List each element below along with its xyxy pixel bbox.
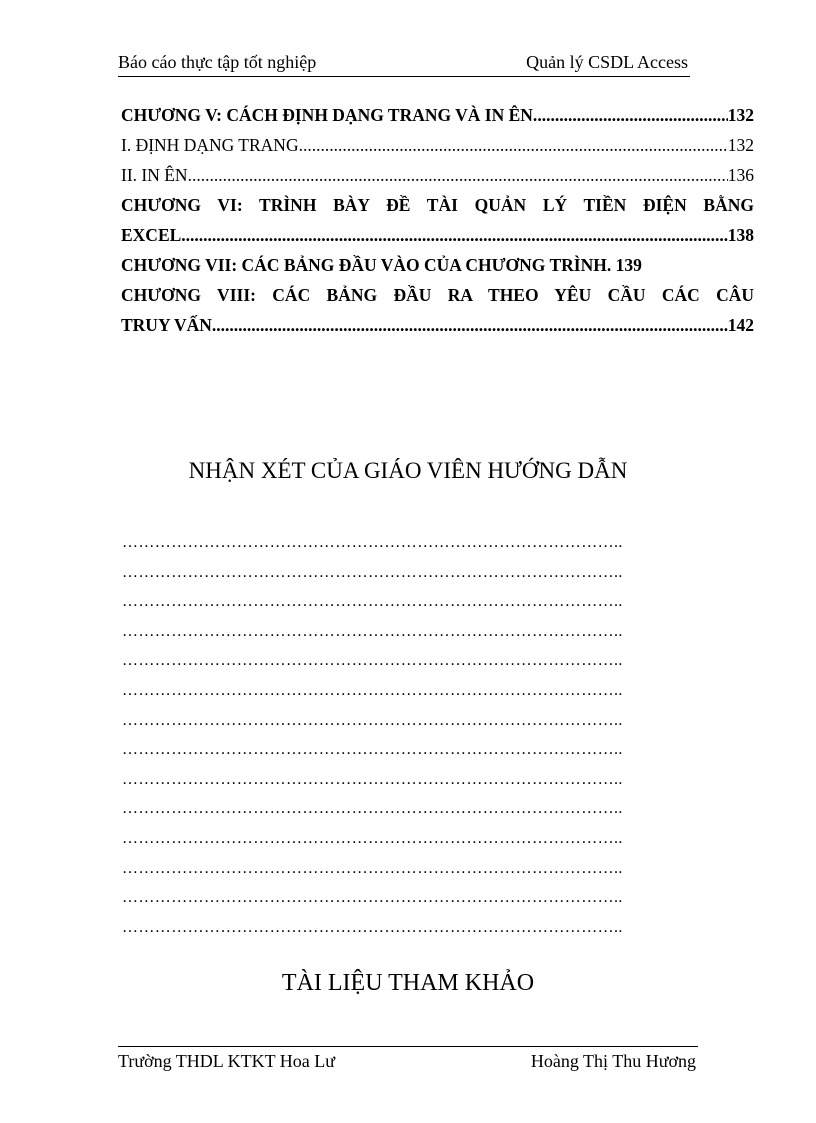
page-header xyxy=(118,52,690,77)
toc-entry-text: CHƯƠNG VI: TRÌNH BÀY ĐỀ TÀI QUẢN LÝ TIỀN ĐIỆN BẰNG xyxy=(121,195,754,215)
toc-entry-text: TRUY VẤN. xyxy=(121,315,217,335)
toc-entry[interactable] xyxy=(121,190,754,220)
toc-entry-text: I. ĐỊNH DẠNG TRANG xyxy=(121,135,299,155)
toc-entry-page: 136 xyxy=(727,165,754,185)
references-title: TÀI LIỆU THAM KHẢO xyxy=(281,970,535,996)
toc-dot-leader xyxy=(299,130,728,160)
toc-entry[interactable] xyxy=(121,310,754,340)
comment-line: ……………………………………………………………………………….. xyxy=(122,859,623,877)
header-subject: Quản lý CSDL Access xyxy=(526,52,688,72)
toc-entry-page: 132 xyxy=(727,105,754,125)
comment-line: ……………………………………………………………………………….. xyxy=(122,534,623,551)
comment-line: ……………………………………………………………………………….. xyxy=(122,829,623,847)
header-report-title: Báo cáo thực tập tốt nghiệp xyxy=(118,52,317,72)
comment-line: ……………………………………………………………………………….. xyxy=(122,711,623,729)
toc-entry-page: 142 xyxy=(727,315,754,335)
toc-entry-page: 138 xyxy=(727,225,754,245)
toc-entry-text: II. IN ÊN xyxy=(121,165,188,185)
page-footer xyxy=(118,1046,698,1077)
footer-school: Trường THDL KTKT Hoa Lư xyxy=(118,1051,336,1071)
comment-line: ……………………………………………………………………………….. xyxy=(122,889,623,907)
comment-line: ……………………………………………………………………………….. xyxy=(122,593,623,611)
comment-line: ……………………………………………………………………………….. xyxy=(122,741,623,759)
toc-entry-page: 132 xyxy=(727,135,754,155)
toc-entry[interactable] xyxy=(121,100,754,130)
toc-dot-leader xyxy=(188,160,728,190)
comment-line: ……………………………………………………………………………….. xyxy=(122,622,623,640)
toc-entry[interactable] xyxy=(121,280,754,310)
toc-entry-text: CHƯƠNG VII: CÁC BẢNG ĐẦU VÀO CỦA CHƯƠNG TRÌNH. 139 xyxy=(121,255,642,275)
teacher-comment-lines xyxy=(122,528,697,942)
toc-dot-leader xyxy=(216,310,727,340)
comment-line: ……………………………………………………………………………….. xyxy=(122,800,623,818)
footer-author: Hoàng Thị Thu Hương xyxy=(530,1051,696,1071)
comment-line: ……………………………………………………………………………….. xyxy=(122,770,623,788)
teacher-comment-title: NHẬN XÉT CỦA GIÁO VIÊN HƯỚNG DẪN xyxy=(188,458,628,483)
toc-entry[interactable] xyxy=(121,250,754,280)
comment-line: ……………………………………………………………………………….. xyxy=(122,681,623,699)
comment-line: ……………………………………………………………………………….. xyxy=(122,918,623,936)
toc-entry[interactable] xyxy=(121,130,754,160)
toc-entry-text: CHƯƠNG V: CÁCH ĐỊNH DẠNG TRANG VÀ IN ÊN. xyxy=(121,105,538,125)
toc-entry-text: CHƯƠNG VIII: CÁC BẢNG ĐẦU RA THEO YÊU CẦU CÁC CÂU xyxy=(121,285,754,305)
comment-line: ……………………………………………………………………………….. xyxy=(122,652,623,670)
toc-dot-leader xyxy=(181,220,727,250)
toc-entry[interactable] xyxy=(121,220,754,250)
comment-line: ……………………………………………………………………………….. xyxy=(122,563,623,581)
toc-dot-leader xyxy=(537,100,727,130)
toc-entry-text: EXCEL xyxy=(121,225,182,245)
toc-entry[interactable] xyxy=(121,160,754,190)
table-of-contents xyxy=(121,100,754,340)
